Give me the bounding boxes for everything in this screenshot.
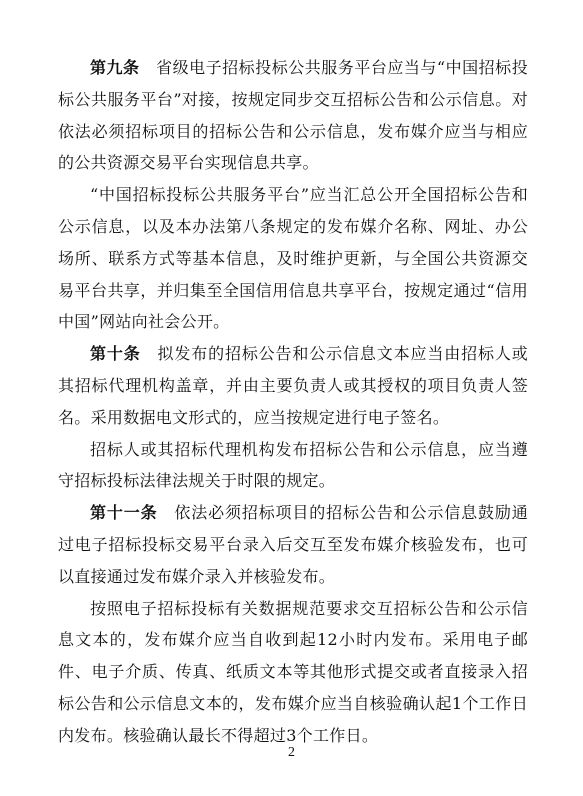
paragraph-article-11-cont bbox=[58, 593, 528, 752]
paragraph-text: 招标人或其招标代理机构发布招标公告和公示信息，应当遵守招标投标法律法规关于时限的规定。 bbox=[58, 439, 528, 491]
page-number: 2 bbox=[288, 745, 295, 760]
article-label: 第九条 bbox=[90, 58, 140, 77]
paragraph-text: “中国招标投标公共服务平台”应当汇总公开全国招标公告和公示信息，以及本办法第八条规定的发布媒介名称、网址、办公场所、联系方式等基本信息，及时维护更新，与全国公共资源交易平台共享，并归集至全国信用信息共享平台，按规定通过“信用中国”网站向社会公开。 bbox=[58, 185, 528, 332]
paragraph-article-10-cont bbox=[58, 434, 528, 498]
paragraph-text: 按照电子招标投标有关数据规范要求交互招标公告和公示信息文本的，发布媒介应当自收到起12小时内发布。采用电子邮件、电子介质、传真、纸质文本等其他形式提交或者直接录入招标公告和公示信息文本的，发布媒介应当自核验确认起1个工作日内发布。核验确认最长不得超过3个工作日。 bbox=[58, 598, 528, 745]
paragraph-article-11 bbox=[58, 497, 528, 592]
paragraph-article-10 bbox=[58, 338, 528, 433]
document-body bbox=[58, 52, 528, 752]
paragraph-article-9 bbox=[58, 52, 528, 179]
paragraph-text: 拟发布的招标公告和公示信息文本应当由招标人或其招标代理机构盖章，并由主要负责人或其授权的项目负责人签名。采用数据电文形式的，应当按规定进行电子签名。 bbox=[58, 344, 528, 427]
paragraph-text: 依法必须招标项目的招标公告和公示信息鼓励通过电子招标投标交易平台录入后交互至发布媒介核验发布，也可以直接通过发布媒介录入并核验发布。 bbox=[58, 503, 529, 586]
paragraph-text: 省级电子招标投标公共服务平台应当与“中国招标投标公共服务平台”对接，按规定同步交互招标公告和公示信息。对依法必须招标项目的招标公告和公示信息，发布媒介应当与相应的公共资源交易平台实现信息共享。 bbox=[58, 58, 528, 173]
paragraph-article-9-cont bbox=[58, 179, 528, 338]
article-label: 第十条 bbox=[90, 344, 141, 364]
article-label: 第十一条 bbox=[90, 503, 158, 523]
